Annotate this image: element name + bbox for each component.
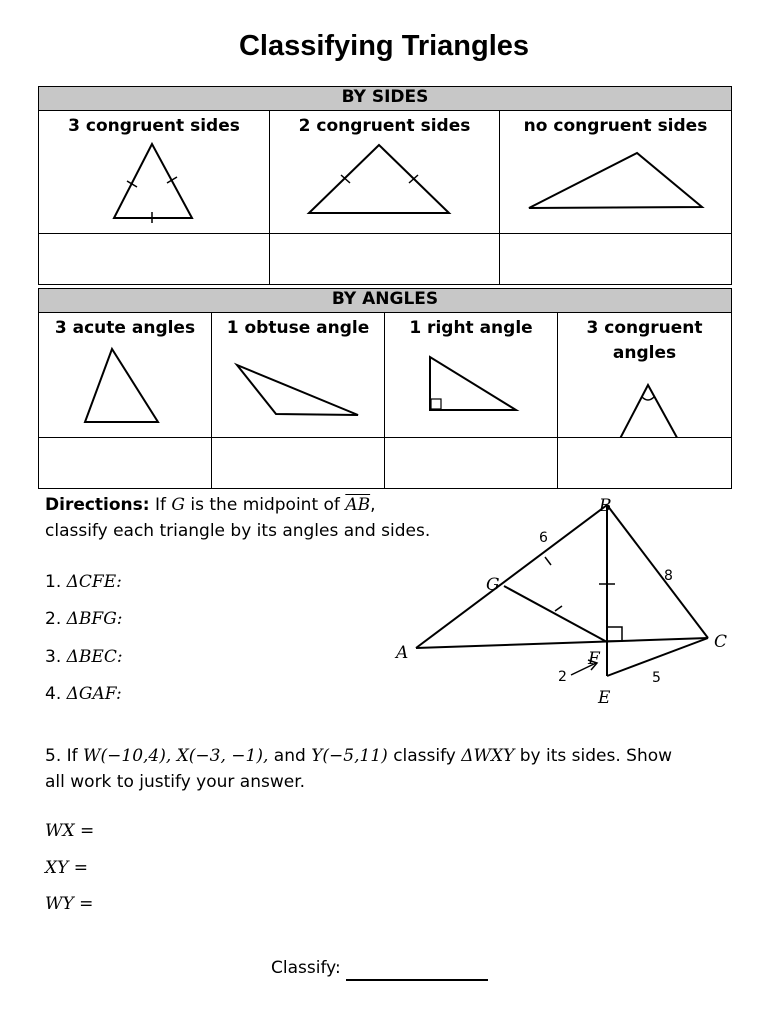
directions-block: [45, 492, 430, 544]
by-sides-table: [38, 86, 732, 285]
page-title: Classifying Triangles: [238, 30, 530, 62]
work-xy: XY =: [45, 858, 88, 878]
right-triangle-figure: [385, 313, 558, 437]
answer-box-sides-3[interactable]: [500, 234, 732, 285]
q1-number: 1.: [45, 572, 62, 592]
obtuse-cell: [212, 313, 385, 438]
geometry-figure: [380, 490, 750, 715]
q5-rest: by its sides. Show: [519, 746, 673, 766]
directions-label: Directions:: [45, 495, 150, 515]
q2-triangle: ΔBFG:: [66, 609, 123, 629]
length-ce-label: 5: [652, 670, 661, 686]
q5-and: and: [273, 746, 306, 766]
equilateral-cell: [39, 111, 270, 234]
answer-box-angles-3[interactable]: [385, 438, 558, 489]
point-e-label: E: [598, 688, 611, 708]
q5-triangle: ΔWXY: [461, 746, 515, 766]
q3-number: 3.: [45, 647, 62, 667]
point-a-label: A: [396, 643, 409, 663]
q2-number: 2.: [45, 609, 62, 629]
label-3-congruent-sides: 3 congruent sides: [68, 116, 240, 136]
directions-comma: ,: [370, 495, 376, 515]
directions-text-1: If: [155, 495, 166, 515]
classify-answer-line[interactable]: [346, 959, 488, 981]
answer-box-sides-1[interactable]: [39, 234, 270, 285]
question-2: [45, 606, 123, 632]
q5-if: If: [66, 746, 78, 766]
label-1-right-angle: 1 right angle: [409, 318, 533, 338]
acute-triangle-figure: [39, 313, 212, 437]
scalene-triangle-figure: [500, 111, 732, 233]
by-angles-header: BY ANGLES: [39, 289, 732, 313]
q5-number: 5.: [45, 746, 62, 766]
point-c-label: C: [714, 632, 728, 652]
question-1: [45, 569, 122, 595]
obtuse-triangle-figure: [212, 313, 385, 437]
answer-box-angles-1[interactable]: [39, 438, 212, 489]
label-2-congruent-sides: 2 congruent sides: [298, 116, 471, 136]
directions-text-2: is the midpoint of: [190, 495, 340, 515]
work-wx: WX =: [45, 821, 95, 841]
midpoint-g: G: [171, 495, 185, 515]
classify-row: [271, 955, 488, 981]
label-3-congruent-angles: 3 congruent angles: [586, 318, 703, 363]
equiangular-triangle-figure: [558, 313, 732, 437]
isosceles-cell: [270, 111, 500, 234]
label-1-obtuse-angle: 1 obtuse angle: [226, 318, 370, 338]
q3-triangle: ΔBEC:: [66, 647, 123, 667]
isosceles-triangle-figure: [270, 111, 500, 233]
q5-point-y: Y(−5,11): [311, 746, 388, 766]
work-wy: WY =: [45, 894, 94, 914]
point-b-label: B: [599, 496, 612, 516]
q4-triangle: ΔGAF:: [66, 684, 122, 704]
scalene-cell: [500, 111, 732, 234]
point-g-label: G: [486, 575, 500, 595]
q5-classify: classify: [393, 746, 456, 766]
point-f-label: F: [588, 649, 600, 669]
question-5: [45, 743, 745, 795]
length-fe-label: 2: [558, 669, 567, 685]
segment-ab: $\overline{AB}$: [345, 495, 371, 515]
label-3-acute-angles: 3 acute angles: [54, 318, 196, 338]
q5-line-2: all work to justify your answer.: [45, 772, 306, 792]
question-4: [45, 681, 122, 707]
by-angles-table: [38, 288, 732, 489]
q1-triangle: ΔCFE:: [66, 572, 122, 592]
label-no-congruent-sides: no congruent sides: [523, 116, 708, 136]
right-cell: [385, 313, 558, 438]
equiangular-cell: [558, 313, 732, 438]
length-bc-label: 8: [664, 568, 673, 584]
directions-line-2: classify each triangle by its angles and sides.: [45, 521, 431, 541]
equilateral-triangle-figure: [39, 111, 270, 233]
answer-box-sides-2[interactable]: [270, 234, 500, 285]
length-bg-label: 6: [539, 530, 548, 546]
answer-box-angles-4[interactable]: [558, 438, 732, 489]
answer-box-angles-2[interactable]: [212, 438, 385, 489]
q5-points-wx: W(−10,4), X(−3, −1),: [83, 746, 269, 766]
question-3: [45, 644, 123, 670]
q4-number: 4.: [45, 684, 62, 704]
classify-label: Classify:: [271, 958, 341, 978]
acute-cell: [39, 313, 212, 438]
by-sides-header: BY SIDES: [39, 87, 732, 111]
